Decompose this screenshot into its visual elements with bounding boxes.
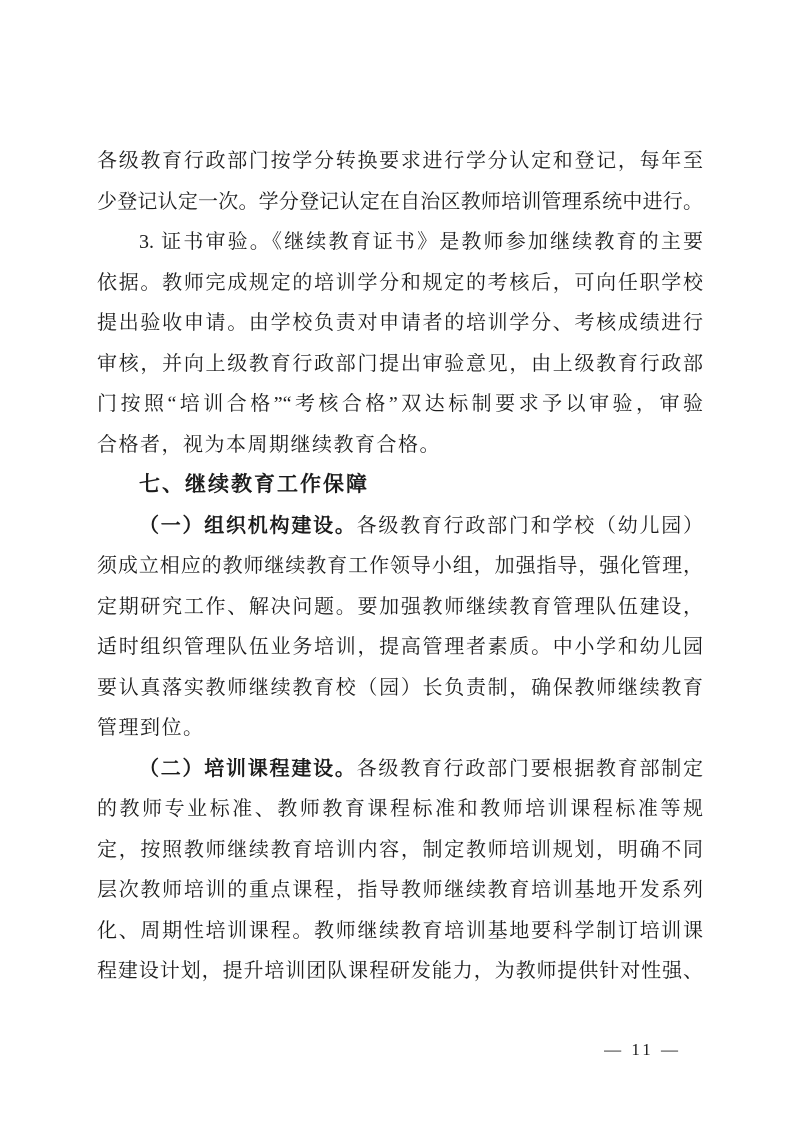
text-line: 合格者，视为本周期继续教育合格。 — [97, 433, 441, 456]
text-run: 各级教育行政部门要根据教育部制定 — [356, 757, 704, 780]
page-number-footer: — 11 — — [604, 1040, 681, 1059]
text-line: 定期研究工作、解决问题。要加强教师继续教育管理队伍建设， — [97, 595, 703, 618]
text-line: 少登记认定一次。学分登记认定在自治区教师培训管理系统中进行。 — [97, 190, 703, 213]
text-line: 程建设计划，提升培训团队课程研发能力，为教师提供针对性强、 — [97, 960, 703, 982]
subsection-lead: （二）培训课程建设。 — [139, 757, 357, 780]
text-line: 层次教师培训的重点课程，指导教师继续教育培训基地开发系列 — [97, 879, 703, 901]
text-line: 定，按照教师继续教育培训内容，制定教师培训规划，明确不同 — [97, 838, 703, 861]
text-block — [97, 141, 703, 992]
text-line: 门按照“培训合格”“考核合格”双达标制要求予以审验，审验 — [97, 393, 703, 415]
text-line: 依据。教师完成规定的培训学分和规定的考核后，可向任职学校 — [97, 271, 703, 294]
text-line: 的教师专业标准、教师教育课程标准和教师培训课程标准等规 — [97, 798, 703, 820]
text-line: 审核，并向上级教育行政部门提出审验意见，由上级教育行政部 — [97, 352, 703, 375]
text-run: 各级教育行政部门和学校（幼儿园） — [356, 514, 704, 537]
subsection-lead: （一）组织机构建设。 — [139, 514, 357, 537]
text-line: 3. 证书审验。《继续教育证书》是教师参加继续教育的主要 — [139, 231, 703, 253]
text-line: 化、周期性培训课程。教师继续教育培训基地要科学制订培训课 — [97, 919, 703, 942]
text-line — [97, 749, 703, 790]
text-line — [97, 506, 703, 547]
text-line: 要认真落实教师继续教育校（园）长负责制，确保教师继续教育 — [97, 676, 703, 699]
text-line: 提出验收申请。由学校负责对申请者的培训学分、考核成绩进行 — [97, 312, 703, 334]
text-line: 适时组织管理队伍业务培训，提高管理者素质。中小学和幼儿园 — [97, 636, 703, 658]
section-heading: 七、继续教育工作保障 — [139, 473, 369, 496]
text-line: 各级教育行政部门按学分转换要求进行学分认定和登记，每年至 — [97, 150, 703, 172]
text-line: 管理到位。 — [97, 717, 205, 739]
text-line: 须成立相应的教师继续教育工作领导小组，加强指导，强化管理， — [97, 555, 703, 577]
